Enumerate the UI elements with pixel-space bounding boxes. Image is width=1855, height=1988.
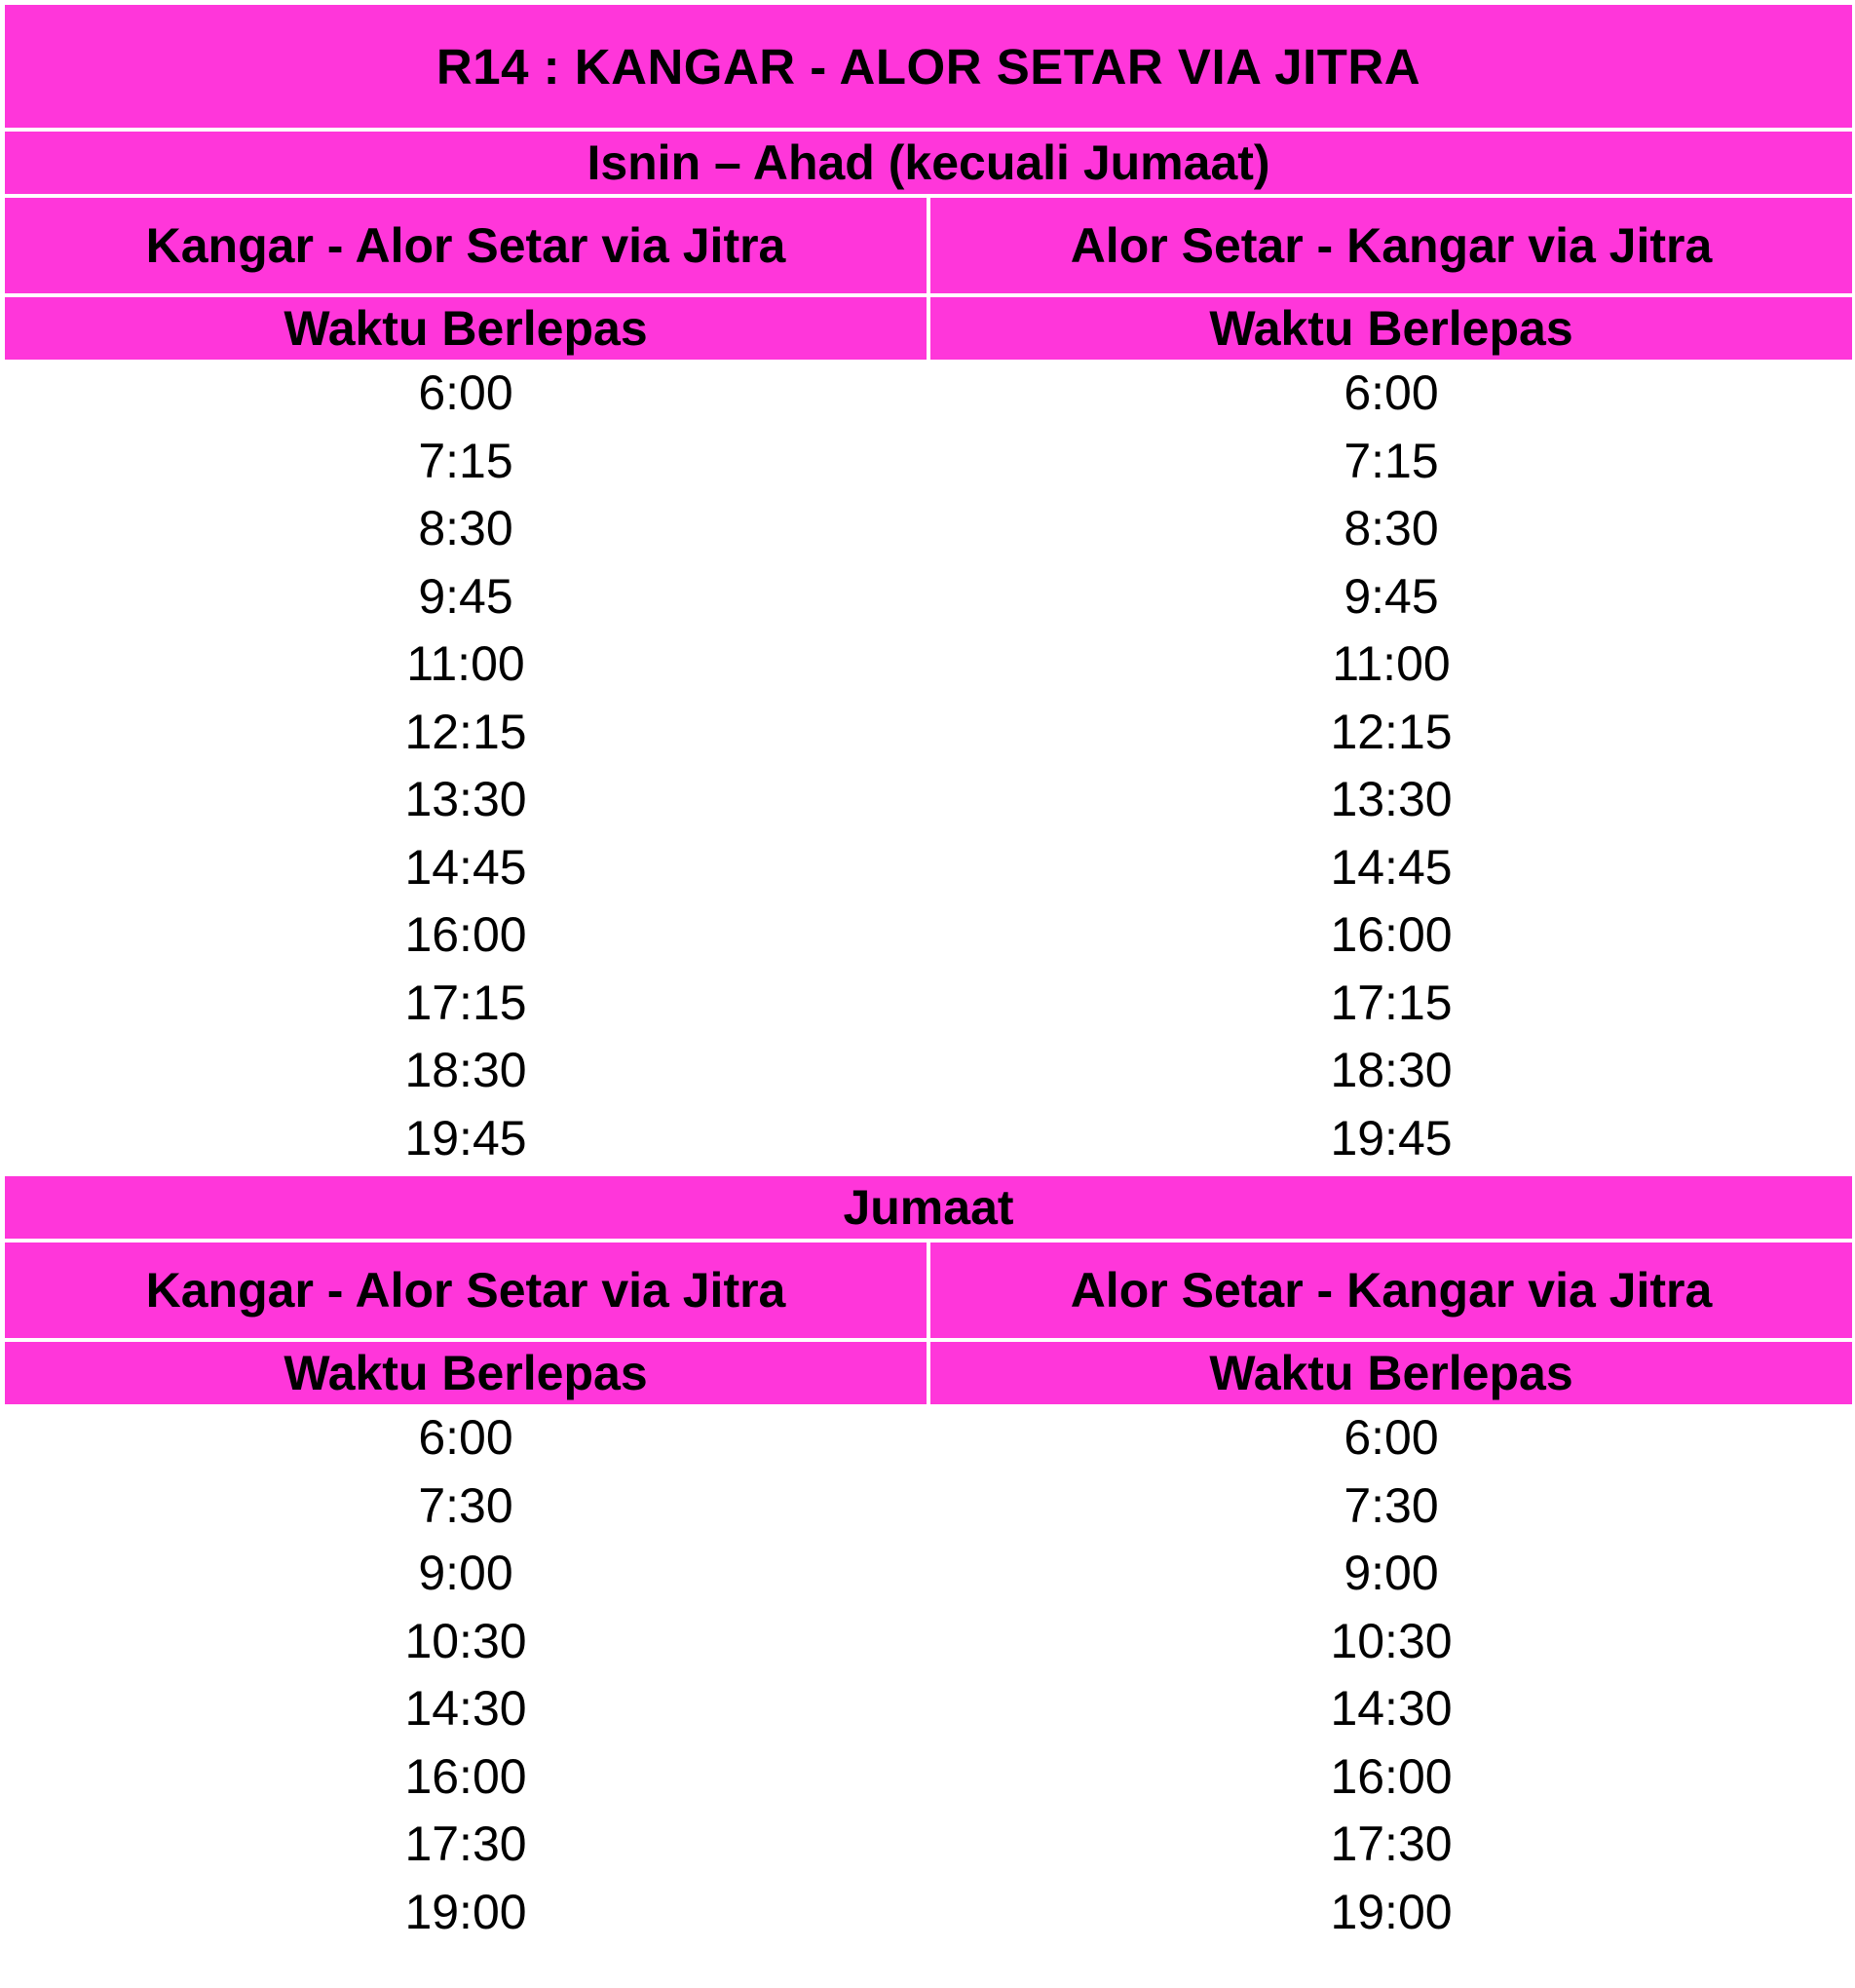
departure-time: 8:30	[1344, 501, 1439, 555]
departure-time: 7:30	[418, 1477, 513, 1533]
departure-time: 14:30	[404, 1681, 527, 1736]
departure-time: 18:30	[404, 1043, 527, 1097]
section-weekday-label: Isnin – Ahad (kecuali Jumaat)	[5, 132, 1852, 194]
departure-time: 11:00	[1332, 636, 1451, 691]
departure-time: 16:00	[1330, 1748, 1453, 1804]
section-weekday-direction-row	[5, 198, 1852, 293]
section-friday-times	[5, 1404, 1852, 1946]
section-weekday-label-row	[5, 297, 1852, 360]
route-title: R14 : KANGAR - ALOR SETAR VIA JITRA	[5, 5, 1852, 128]
departure-time: 18:30	[1330, 1043, 1453, 1097]
departure-time-label: Waktu Berlepas	[5, 1342, 927, 1404]
section-weekday-times	[5, 360, 1852, 1172]
departure-time: 7:15	[1344, 433, 1439, 488]
departure-time: 9:45	[1344, 568, 1439, 624]
departure-time: 9:00	[418, 1546, 513, 1600]
departure-time: 17:30	[1330, 1816, 1453, 1871]
departure-time: 8:30	[418, 501, 513, 555]
time-list-kangar-alor-setar	[5, 1404, 927, 1946]
departure-time: 13:30	[404, 772, 527, 826]
departure-time: 10:30	[1330, 1613, 1453, 1668]
departure-time: 16:00	[1330, 907, 1453, 962]
departure-time: 9:45	[418, 568, 513, 624]
departure-time: 16:00	[404, 907, 527, 962]
timetable	[5, 5, 1852, 1946]
departure-time: 16:00	[404, 1748, 527, 1804]
departure-time: 17:15	[404, 975, 527, 1030]
direction-header-kangar-alor-setar: Kangar - Alor Setar via Jitra	[5, 198, 927, 293]
departure-time: 6:00	[418, 365, 513, 420]
departure-time: 6:00	[1344, 365, 1439, 420]
departure-time: 10:30	[404, 1613, 527, 1668]
departure-time: 17:15	[1330, 975, 1453, 1030]
departure-time: 13:30	[1330, 772, 1453, 826]
departure-time: 17:30	[404, 1816, 527, 1871]
departure-time-label: Waktu Berlepas	[930, 1342, 1852, 1404]
section-friday-direction-row	[5, 1242, 1852, 1338]
departure-time: 12:15	[404, 704, 527, 759]
departure-time-label: Waktu Berlepas	[5, 297, 927, 360]
departure-time: 14:45	[404, 839, 527, 895]
time-list-kangar-alor-setar	[5, 360, 927, 1172]
departure-time: 19:45	[1330, 1110, 1453, 1166]
time-list-alor-setar-kangar	[930, 360, 1852, 1172]
departure-time: 14:45	[1330, 839, 1453, 895]
departure-time: 7:15	[418, 433, 513, 488]
departure-time: 19:00	[1330, 1884, 1453, 1939]
departure-time: 19:45	[404, 1110, 527, 1166]
departure-time-label: Waktu Berlepas	[930, 297, 1852, 360]
departure-time: 6:00	[1344, 1410, 1439, 1465]
departure-time: 12:15	[1330, 704, 1453, 759]
departure-time: 9:00	[1344, 1546, 1439, 1600]
time-list-alor-setar-kangar	[930, 1404, 1852, 1946]
section-friday-label: Jumaat	[5, 1176, 1852, 1239]
departure-time: 19:00	[404, 1884, 527, 1939]
departure-time: 7:30	[1344, 1477, 1439, 1533]
section-friday-label-row	[5, 1342, 1852, 1404]
departure-time: 14:30	[1330, 1681, 1453, 1736]
direction-header-alor-setar-kangar: Alor Setar - Kangar via Jitra	[930, 198, 1852, 293]
direction-header-alor-setar-kangar: Alor Setar - Kangar via Jitra	[930, 1242, 1852, 1338]
departure-time: 6:00	[418, 1410, 513, 1465]
direction-header-kangar-alor-setar: Kangar - Alor Setar via Jitra	[5, 1242, 927, 1338]
departure-time: 11:00	[406, 636, 525, 691]
